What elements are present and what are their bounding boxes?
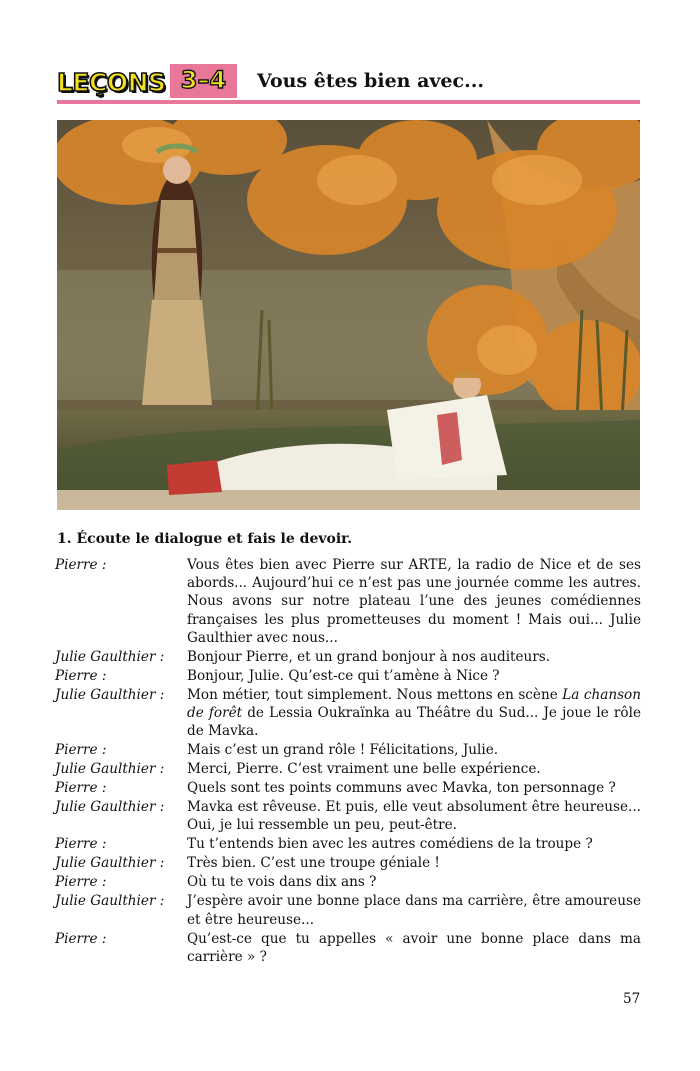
speaker-label: Pierre : — [55, 836, 107, 853]
dialogue-text: Mavka est rêveuse. Et puis, elle veut absolument être heureuse... Oui, je lui ressemble un peu, peut-être. — [187, 799, 641, 834]
dialogue-line — [55, 760, 641, 778]
exercise-number: 1. — [57, 531, 72, 547]
speaker-label: Pierre : — [55, 667, 107, 684]
page-title: Vous êtes bien avec... — [257, 70, 484, 92]
lesson-header — [57, 64, 640, 106]
exercise-instruction: Écoute le dialogue et fais le devoir. — [76, 531, 353, 547]
lesson-number-badge — [170, 64, 237, 98]
dialogue-line — [55, 648, 641, 666]
dialogue-text-part: de Lessia Oukraïnka au Théâtre du Sud... Je joue le rôle de Mavka. — [187, 705, 641, 740]
speaker-label: Julie Gaulthier : — [55, 761, 165, 778]
dialogue-line — [55, 556, 641, 647]
dialogue-text: Tu t’entends bien avec les autres comédiens de la troupe ? — [187, 836, 593, 853]
speaker-label: Julie Gaulthier : — [55, 893, 165, 910]
dialogue-line — [55, 854, 641, 872]
exercise-heading — [57, 531, 352, 547]
page-number: 57 — [623, 991, 641, 1007]
speaker-label: Pierre : — [55, 557, 107, 573]
lesson-number: 3–4 — [180, 66, 227, 94]
dialogue-text: Qu’est-ce que tu appelles « avoir une bonne place dans ma carrière » ? — [187, 930, 641, 965]
theatre-scene-illustration — [57, 120, 640, 510]
dialogue-text-part: Mon métier, tout simplement. Nous mettons en scène — [187, 686, 563, 703]
lecons-label: LEÇONS — [57, 68, 166, 97]
dialogue — [55, 556, 641, 967]
speaker-label: Julie Gaulthier : — [55, 799, 165, 816]
speaker-label: Pierre : — [55, 930, 107, 947]
speaker-label: Julie Gaulthier : — [55, 648, 165, 665]
header-divider — [57, 100, 640, 104]
dialogue-text: Très bien. C’est une troupe géniale ! — [187, 855, 440, 872]
speaker-label: Pierre : — [55, 780, 107, 797]
theatre-scene-image — [57, 120, 640, 510]
dialogue-line — [55, 667, 641, 685]
dialogue-text: Merci, Pierre. C’est vraiment une belle expérience. — [187, 761, 541, 778]
dialogue-text: Bonjour Pierre, et un grand bonjour à nos auditeurs. — [187, 648, 551, 665]
speaker-label: Pierre : — [55, 874, 107, 891]
dialogue-text: Où tu te vois dans dix ans ? — [187, 874, 377, 891]
dialogue-line — [55, 741, 641, 759]
dialogue-text: Mais c’est un grand rôle ! Félicitations, Julie. — [187, 742, 499, 759]
dialogue-text: Quels sont tes points communs avec Mavka, ton personnage ? — [187, 780, 616, 797]
speaker-label: Julie Gaulthier : — [55, 855, 165, 872]
dialogue-line — [55, 686, 641, 741]
dialogue-line — [55, 798, 641, 834]
dialogue-line — [55, 930, 641, 966]
speaker-label: Pierre : — [55, 742, 107, 759]
dialogue-line — [55, 892, 641, 928]
play-title: La chanson de forêt — [187, 686, 641, 722]
dialogue-line — [55, 835, 641, 853]
dialogue-text: J’espère avoir une bonne place dans ma carrière, être amoureuse et être heureuse... — [187, 893, 641, 928]
dialogue-line — [55, 779, 641, 797]
dialogue-text — [187, 686, 641, 741]
dialogue-text: Vous êtes bien avec Pierre sur ARTE, la radio de Nice et de ses abords... Aujourd’hui ce n’est pas une journée comme les autres. Nous avons sur notre plateau l’une des jeunes comédiennes françaises les plus prometteuses du moment ! Mais oui... Julie Gaulthier avec nous... — [187, 557, 641, 646]
speaker-label: Julie Gaulthier : — [55, 686, 165, 703]
dialogue-line — [55, 873, 641, 891]
dialogue-text: Bonjour, Julie. Qu’est-ce qui t’amène à Nice ? — [187, 667, 500, 684]
